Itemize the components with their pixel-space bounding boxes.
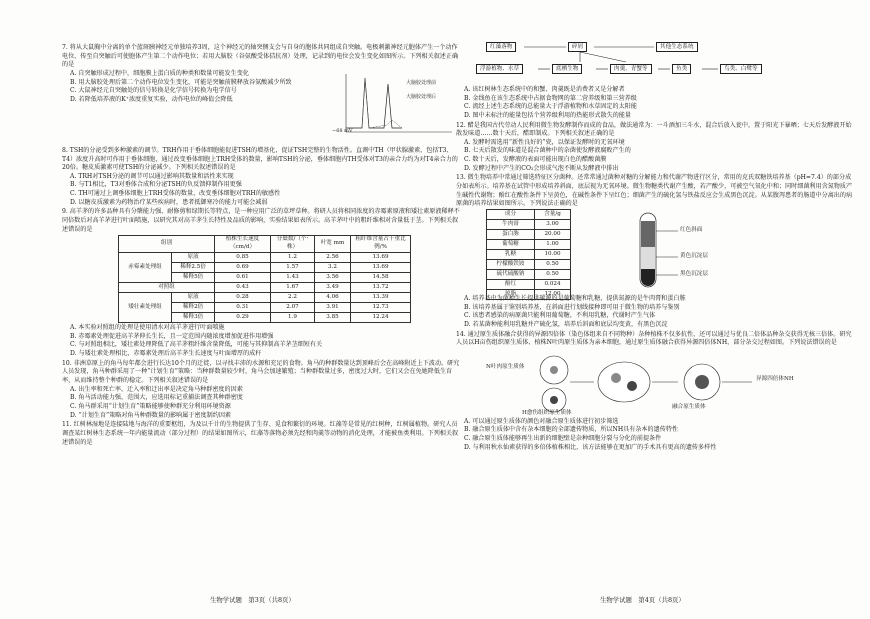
q8-option-a: A. TRH对TSH分泌的调节可以通过影响其数量和活性来实现 — [70, 172, 234, 180]
right-column — [456, 86, 854, 453]
table-header-row — [119, 236, 411, 253]
q11-option-d: D. 图中未标注的能量包括个营养级利用的热能形式散失的能量 — [464, 111, 631, 119]
question-7 — [62, 44, 460, 146]
table-cell: 2.2 — [271, 293, 315, 303]
table-row — [487, 239, 571, 249]
group-name: 赤霉素处理组 — [119, 253, 172, 283]
table-cell: 14.58 — [351, 273, 411, 283]
flow-box: 底栖生物 — [552, 64, 582, 74]
table-cell: 3.00 — [535, 219, 571, 229]
q12-option-c: C. 数十天后，发酵液的表面可能出现白色的醋酸菌膜 — [464, 156, 607, 164]
table-header: 叶宽 mm — [315, 236, 351, 253]
q10-stem: 10. 非洲草原上的角马每年都会进行长达10个月的迁徙，以寻找丰沛的水源和充足的食物。角马的种群数量达到顶峰后会在高峰附近上下波动。研究人员发现，角马种群采用了一种“计划生育”策略：当种群数量较少时，角马会加速繁殖；当种群数量过多，密度过大时，它们又会在免她降低生育率，从而维持整个种群的稳定。下列相关叙述错误的是 — [62, 359, 460, 385]
table-row — [487, 229, 571, 239]
q8-option-d: D. 以糖皮质激素为药物治疗某些疾病时，患者抵御寒冷的能力可能会减弱 — [70, 198, 268, 206]
q10-option-a: A. 出生率和死亡率、迁入率和迁出率是决定角马种群密度的因素 — [70, 385, 243, 393]
table-cell: 0.29 — [215, 313, 271, 323]
table-cell: 13.69 — [351, 263, 411, 273]
table-cell: 蛋白胨 — [487, 229, 535, 239]
table-cell: 4.06 — [315, 293, 351, 303]
table-row — [487, 279, 571, 289]
table-cell: 3.56 — [315, 273, 351, 283]
q14-stem: 14. 通过原生质体融合获得的异源四倍体（染色体组来自不同物种）杂种植株不仅多抗性，还可以通过与优良二倍体品种杂交获得无核三倍体。研究人员以H亩伤组织原生质体、植株N叶肉原生质体为亲本细胞，通过原生质体融合获得异源四倍体NH，部分杂交过程如图。下列说法错误的是 — [456, 330, 852, 347]
q7-option-c: C. 大鼠神经元自突触处的信号转换是化学信号转换为电学信号 — [70, 87, 237, 95]
table-header: 粗纤维含量占干重比例/% — [351, 236, 411, 253]
q9-stem: 9. 高羊茅的许多品种具有分蘖能力强、耐修剪和绿期长等特点，是一种应用广泛的草坪草种。将研人员将相同浓度的赤霉素原液和矮壮素原液稀释不同倍数后对高羊茅进行叶面喷施，以研究其对高羊茅生长特性及品质的影响，实验结果如表所示。高羊茅叶中的粗纤维相对含量低于茎。下列相关叙述错误的是 — [62, 208, 460, 233]
q7-option-d: D. 若降低培养液的K⁺浓度重复实验，动作电位的峰值会降低 — [70, 95, 233, 103]
q12-option-b: B. 七天后散发的味道是混合菌种中的杂菌使发酵液腐败产生的 — [464, 147, 631, 155]
table-cell: 0.43 — [215, 283, 271, 293]
table-cell: 13.69 — [351, 253, 411, 263]
table-cell: 0.50 — [535, 269, 571, 279]
footer-right: 生物学试题 第4页（共8页） — [600, 595, 685, 604]
table-cell: 1.2 — [271, 253, 315, 263]
table-cell: 0.61 — [215, 273, 271, 283]
table-cell: 0.28 — [215, 293, 271, 303]
question-8 — [62, 147, 460, 207]
protoplast-fusion-figure — [456, 348, 854, 418]
table-row — [487, 289, 571, 299]
table-cell: 12.24 — [351, 313, 411, 323]
table-header-row — [487, 209, 571, 219]
q9-table — [118, 235, 411, 323]
q10-option-c: C. 角马群采用“计划生育”策略能够使种群充分利用环境资源 — [70, 402, 231, 410]
footer-left: 生物学试题 第3页（共8页） — [210, 595, 295, 604]
flow-box: 其他生态系统 — [656, 42, 698, 52]
table-cell: 3.2 — [315, 263, 351, 273]
group-name: 矮壮素处理组 — [119, 293, 172, 323]
q8-option-c: C. TH可通过上调垂体细胞上TRH受体的数量，改变垂体细胞对TRH的敏感性 — [70, 190, 281, 198]
table-cell: 1.57 — [271, 263, 315, 273]
flow-box: 红藻落物 — [486, 42, 516, 52]
q7-label-after: 大脑胶处理后 — [406, 93, 437, 100]
figure-label: H愈伤组织原生质体 — [522, 409, 572, 416]
q13-stem: 13. 微生物培养中常通过筛选特征区分菌种。还常常通过菌种对糖的分解能力和代谢产物进行区分，常用的克氏双糖铁培养基（pH=7.4）的部分成分如表所示。培养基在试管中形成培养斜面，底层视为无氧环境。微生物糖类代谢产生酸，若产酸少，可被空气氧化中和；同时细菌利用含氮物质产生碱性代谢物；酚红在酸性条件下呈黄色，在碱性条件下呈红色；细菌产生的硫化氢与铁盐反应会生成黑色沉淀。从某腹泻患者的肠道中分离出的病原菌的培养结果如图所示。下列说法正确的是 — [456, 174, 853, 208]
table-row — [119, 253, 411, 263]
q9-option-a: A. 本实验对照组的处理是使用清水对高羊茅进行叶面喷施 — [70, 324, 225, 332]
table-cell: 稀释2倍 — [172, 303, 215, 313]
table-cell: 0.024 — [535, 279, 571, 289]
table-cell: 0.85 — [215, 253, 271, 263]
table-cell: 琼脂 — [487, 289, 535, 299]
tube-label: 黄色沉淀层 — [680, 252, 708, 259]
table-cell: 稀释5倍 — [172, 273, 215, 283]
q11-option-c: C. 流经上述生态系统的总能量大于浮游植物和水草固定的太阳能 — [464, 103, 637, 111]
table-cell: 乳糖 — [487, 249, 535, 259]
table-cell: 硫代硫酸钠 — [487, 269, 535, 279]
q7-option-b: B. 用大脑胶处理后第二个动作电位发生变化，可能是突触前膜释放谷氨酸减少所致 — [70, 78, 292, 86]
question-12 — [456, 122, 854, 174]
table-cell: 10.00 — [535, 249, 571, 259]
table-cell: 0.50 — [535, 259, 571, 269]
table-row — [487, 249, 571, 259]
figure-label: 融合原生质体 — [672, 403, 706, 410]
table-cell: 12.00 — [535, 289, 571, 299]
figure-label: 异源四倍体NH — [756, 375, 794, 382]
table-row — [487, 269, 571, 279]
table-cell: 1.00 — [535, 239, 571, 249]
table-cell: 1.9 — [271, 313, 315, 323]
table-header: 组别 — [119, 236, 215, 253]
q14-option-a: A. 可以通过原生质体的颜色对融合原生质体进行初步筛选 — [464, 417, 619, 425]
q13-option-b: B. 该培养基属于鉴别培养基，在斜面进行划线接种即可用于微生物的培养与鉴别 — [464, 303, 680, 311]
q14-option-b: B. 融合原生质体中含有杂本细胞的全部遗传物质，所以NH具有杂本的遗传特性 — [464, 426, 678, 434]
table-row — [487, 219, 571, 229]
table-row — [119, 283, 411, 293]
table-cell: 葡萄糖 — [487, 239, 535, 249]
q8-option-b: B. 与T1相比，T3对垂体合成和分泌TSH的负反馈抑制作用更强 — [70, 181, 242, 189]
table-cell: 13.72 — [351, 283, 411, 293]
table-cell: 1.67 — [271, 283, 315, 293]
q11-stem: 11. 红树林湿地是连接陆地与海洋的重要枢纽，为及以千计的生物提供了生存、觅食和繁衍的环境。红藻等是常见的红树种，红树属植物。研究人员调查某红树林生态系统一年内能量流动（部分过程）的结果如图所示，红藻等落物必须先经和肉羹等动物的消化处理，才能被鱼类利用。下列相关叙述错误的是 — [62, 421, 459, 446]
table-header: 含量/g — [535, 209, 571, 219]
table-cell: 3.85 — [315, 313, 351, 323]
tube-label: 黑色沉淀层 — [680, 270, 708, 277]
q10-option-b: B. 角马活动能力强，范围大，应选用标记重捕法调查其种群密度 — [70, 394, 243, 402]
q12-stem: 12. 醋是我国古代劳动人民利用微生物发酵制作而成的食品，做法通常为：一斗酒加三斗水，混合后放入瓮中，置于阳光下暴晒；七天后发酵液开始散发味道……数十天后，醋即制成。下列相关叙述正确的是 — [456, 121, 852, 138]
q12-option-a: A. 发酵时需选用“新性良好的”瓷，以保证发酵时的无氧环境 — [464, 138, 625, 146]
q11-options — [456, 86, 854, 121]
table-header: 分蘖数/（个·株） — [271, 236, 315, 253]
table-cell: 0.69 — [215, 263, 271, 273]
q7-option-a: A. 自突触形成过程中，细胞膜上蛋白质的种类和数量可能发生变化 — [70, 69, 249, 77]
q14-option-c: C. 融合原生质体能够再生出新的细胞壁是杂种细胞分裂与分化的前提条件 — [464, 435, 662, 443]
table-cell: 2.56 — [315, 253, 351, 263]
question-14 — [456, 331, 854, 453]
test-tube-figure — [626, 211, 746, 295]
q7-voltage: −68 mV — [332, 127, 353, 134]
test-tube-icon — [626, 211, 686, 295]
q7-figure — [332, 70, 460, 144]
flow-box: 碎屑 — [568, 42, 587, 52]
table-row — [487, 259, 571, 269]
figure-label: N叶肉原生质体 — [486, 363, 525, 370]
table-cell: 2.07 — [271, 303, 315, 313]
table-cell: 3.49 — [315, 283, 351, 293]
table-cell: 0.31 — [215, 303, 271, 313]
question-11 — [62, 421, 460, 447]
q13-option-a: A. 培养基中为菌种生长提供碳源的是葡萄糖和乳糖，提供氮源的是牛肉膏和蛋白胨 — [464, 294, 686, 302]
question-10 — [62, 360, 460, 420]
q14-option-d: D. 与利用秋水仙素获得的多倍体植株相比，该方法能够在更加广的手术具有更高的遗传多样性 — [464, 443, 717, 451]
table-cell: 原液 — [172, 253, 215, 263]
q10-option-d: D. “计划生育”策略对角马种群数量的影响属于密度制约因素 — [70, 411, 232, 419]
q11-flow-diagram — [476, 40, 826, 82]
q11-option-b: B. 金线鱼在该生态系统中占据食物网的第二营养级和第三营养级 — [464, 94, 637, 102]
table-cell: 12.73 — [351, 303, 411, 313]
q13-option-d: D. 若某菌种能利用乳糖并产硫化氢，培养后斜面和底层均变黄，有黑色沉淀 — [464, 320, 668, 328]
q13-option-c: C. 该患者感染的病原菌只能利用葡萄糖，不利用乳糖，代谢时产生气体 — [464, 312, 656, 320]
q11-option-a: A. 该红树林生态系统中的和蟹、肉羹既是消费者又是分解者 — [464, 86, 625, 93]
table-cell: 3.91 — [315, 303, 351, 313]
table-cell: 稀释2.5倍 — [172, 263, 215, 273]
table-cell: 稀释3倍 — [172, 313, 215, 323]
table-cell: 酚红 — [487, 279, 535, 289]
q7-stem: 7. 将从大鼠胸中分离的单个蓝斑胰神经元单独培养3周，这个神经元的轴突侧支会与自身的胞体共同组成自突触。电极刺激神经元胞体产生一个动作电位，传至自突触后可使胞体产生第二个动作电位；若用大脑胶（谷氨酸受体拮抗剂）处理，记录到的电位会发生变化如图所示。下列相关叙述正确的是 — [62, 44, 459, 69]
q9-option-b: B. 赤霉素处理促进高羊茅伸长生长，且一定范围内随浓度增加促进作用增强 — [70, 332, 274, 340]
table-cell: 13.39 — [351, 293, 411, 303]
question-13 — [456, 174, 854, 329]
flow-box: 肉羹、青蟹等 — [610, 64, 652, 74]
protoplast-diagram — [456, 348, 854, 418]
table-cell: 柠檬酸铁铵 — [487, 259, 535, 269]
q13-table — [486, 209, 571, 300]
tube-label: 红色斜面 — [680, 226, 703, 233]
table-header: 成分 — [487, 209, 535, 219]
q8-stem: 8. TSH的分泌受到多种激素的调节。TRH作用于垂体细胞能促进TSH的增基化，促证TSH完整的生物活性。直调中TH（甲状腺激素，包括T3、T4）浓度升高时可作用于垂体细胞，通过改变垂体细胞上TRH受体的数量，影响TSH的分泌，垂体细胞内TH受体对T3的亲合力约为对T4亲合力的20倍。糖皮质激素可使TSH的分泌减少。下列相关叙述错误的是 — [62, 146, 458, 172]
table-header: 植株生长速度（cm/d） — [215, 236, 271, 253]
flow-box: 鸟类、白鹭等 — [720, 64, 762, 74]
table-cell: 原液 — [172, 293, 215, 303]
q7-label-before: 大脑胶处理前 — [406, 79, 437, 86]
q12-option-d: D. 发酵过程中产生的CO₂会形成气泡不断从发酵液中排出 — [464, 164, 619, 172]
flow-arrows — [476, 40, 826, 82]
group-name: 对照组 — [119, 283, 215, 293]
table-cell: 牛肉膏 — [487, 219, 535, 229]
q9-option-c: C. 与对照组相比，矮壮素处理降低了高羊茅粗纤维含量降低，可能与其抑制高羊茅茎细短有关 — [70, 341, 323, 349]
table-cell: 1.43 — [271, 273, 315, 283]
q9-option-d: D. 与矮壮素处理相比，赤霉素处理后高羊茅生长速度与叶面增厚的成秆 — [70, 350, 262, 358]
table-cell: 20.00 — [535, 229, 571, 239]
question-9 — [62, 208, 460, 358]
flow-box: 鱼类 — [672, 64, 691, 74]
left-column — [62, 44, 460, 448]
table-row — [119, 293, 411, 303]
flow-box: 浮游植物、水草 — [476, 64, 523, 74]
